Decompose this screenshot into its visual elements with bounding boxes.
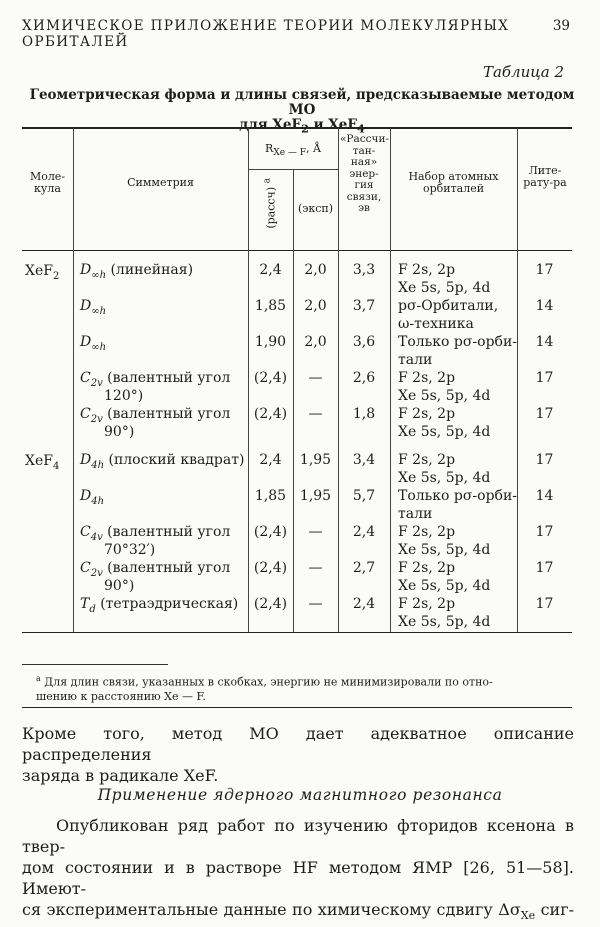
ref-cell: 17 — [535, 560, 554, 576]
symmetry-cell-cont: 90°) — [104, 424, 135, 440]
basis-cell: Только pσ-орби- — [398, 488, 518, 504]
ref-cell: 17 — [535, 370, 554, 386]
ref-cell: 17 — [535, 524, 554, 540]
page-number: 39 — [552, 18, 570, 34]
col-header-molecule: Моле-кула — [29, 170, 66, 195]
calc-length-cell: (2,4) — [253, 560, 288, 576]
basis-cell: F 2s, 2p — [398, 524, 456, 540]
molecule-xef2: XeF$_2$ — [25, 263, 60, 282]
basis-cell-cont: Xe 5s, 5p, 4d — [398, 424, 491, 440]
energy-cell: 2,6 — [352, 370, 376, 386]
running-header-title: ХИМИЧЕСКОЕ ПРИЛОЖЕНИЕ ТЕОРИИ МОЛЕКУЛЯРНЫХ ОРБИТАЛЕЙ — [22, 18, 510, 50]
footnote-line1: $^a$ Для длин связи, указанных в скобках, энергию не минимизировали по отно- — [36, 674, 493, 689]
section-title: Применение ядерного магнитного резонанса — [97, 786, 503, 804]
energy-cell: 3,6 — [352, 334, 376, 350]
col-divider — [73, 128, 74, 632]
exp-length-cell: — — [308, 370, 323, 386]
paragraph-2-line1: Опубликован ряд работ по изучению фторидов ксенона в твер- — [22, 816, 574, 856]
exp-length-cell: 2,0 — [304, 334, 327, 350]
symmetry-cell: $T_d$ (тетраэдрическая) — [80, 596, 239, 615]
basis-cell: F 2s, 2p — [398, 370, 456, 386]
symmetry-cell: $D_{\infty h}$ (линейная) — [80, 262, 194, 281]
symmetry-cell: $D_{4h}$ (плоский квадрат) — [80, 452, 245, 471]
table-bottom-rule — [22, 632, 572, 633]
calc-length-cell: (2,4) — [253, 370, 288, 386]
basis-cell: F 2s, 2p — [398, 560, 456, 576]
footnote-bottom-rule — [22, 707, 572, 708]
table-title-line1: Геометрическая форма и длины связей, предсказываемые методом МО — [29, 87, 575, 118]
basis-cell-cont: Xe 5s, 5p, 4d — [398, 388, 491, 404]
ref-cell: 14 — [535, 298, 554, 314]
basis-cell: Только pσ-орби- — [398, 334, 518, 350]
col-header-symmetry: Симметрия — [127, 176, 194, 189]
footnote — [36, 672, 576, 704]
basis-cell-cont: Xe 5s, 5p, 4d — [398, 542, 491, 558]
calc-length-cell: 2,4 — [259, 262, 282, 278]
symmetry-cell-cont: 120°) — [104, 388, 144, 404]
paragraph-1-line2: заряда в радикале XeF. — [22, 766, 219, 785]
exp-length-cell: 1,95 — [299, 488, 332, 504]
calc-length-cell: (2,4) — [253, 596, 288, 612]
basis-cell-cont: Xe 5s, 5p, 4d — [398, 578, 491, 594]
footnote-rule — [22, 664, 168, 665]
paragraph-1 — [22, 723, 574, 786]
ref-cell: 14 — [535, 488, 554, 504]
exp-length-cell: — — [308, 560, 323, 576]
calc-length-cell: (2,4) — [253, 406, 288, 422]
table-title — [22, 88, 582, 137]
symmetry-cell-cont: 90°) — [104, 578, 135, 594]
energy-cell: 2,4 — [352, 596, 376, 612]
symmetry-cell: $C_{4v}$ (валентный угол — [80, 524, 231, 543]
paragraph-2 — [22, 815, 574, 926]
col-header-energy: «Рассчи-тан-ная» энер-гия связи, эв — [340, 133, 389, 214]
exp-length-cell: 2,0 — [304, 262, 327, 278]
running-header — [22, 18, 570, 50]
energy-cell: 3,4 — [352, 452, 376, 468]
symmetry-cell: $C_{2v}$ (валентный угол — [80, 560, 231, 579]
exp-length-cell: — — [308, 596, 323, 612]
basis-cell: pσ-Орбитали, — [398, 298, 499, 314]
ref-cell: 17 — [535, 596, 554, 612]
calc-length-cell: 2,4 — [259, 452, 282, 468]
molecule-xef4: XeF$_4$ — [25, 453, 60, 472]
col-divider — [390, 128, 391, 632]
symmetry-cell: $C_{2v}$ (валентный угол — [80, 406, 231, 425]
calc-length-cell: 1,85 — [254, 298, 287, 314]
calc-length-cell: 1,85 — [254, 488, 287, 504]
energy-cell: 3,7 — [352, 298, 376, 314]
basis-cell-cont: тали — [398, 352, 433, 368]
basis-cell-cont: Xe 5s, 5p, 4d — [398, 614, 491, 630]
energy-cell: 2,4 — [352, 524, 376, 540]
symmetry-cell: $D_{\infty h}$ — [80, 298, 107, 317]
table-top-rule — [22, 127, 572, 129]
energy-cell: 2,7 — [352, 560, 376, 576]
table-label: Таблица 2 — [482, 63, 564, 81]
symmetry-cell: $C_{2v}$ (валентный угол — [80, 370, 231, 389]
col-header-calc: (рассч) $^a$ — [262, 178, 278, 229]
energy-cell: 1,8 — [352, 406, 376, 422]
exp-length-cell: — — [308, 524, 323, 540]
table-title-line2: для XeF$_2$ и XeF$_4$ — [239, 117, 365, 136]
basis-cell: F 2s, 2p — [398, 406, 456, 422]
paragraph-2-line2: дом состоянии и в растворе HF методом ЯМР [26, 51—58]. Имеют- — [22, 858, 574, 898]
calc-length-cell: 1,90 — [254, 334, 287, 350]
symmetry-cell: $D_{\infty h}$ — [80, 334, 107, 353]
symmetry-cell: $D_{4h}$ — [80, 488, 105, 507]
calc-length-cell: (2,4) — [253, 524, 288, 540]
paragraph-2-line3: ся экспериментальные данные по химическому сдвигу $\Delta\sigma_{Xe}$ сиг- — [22, 900, 575, 923]
col-header-basis: Набор атомных орбиталей — [408, 170, 499, 195]
col-header-exp: (эксп) — [297, 202, 334, 215]
footnote-line2: шению к расстоянию Xe — F. — [36, 689, 206, 703]
col-header-ref: Лите-рату-ра — [523, 164, 567, 189]
basis-cell-cont: Xe 5s, 5p, 4d — [398, 470, 491, 486]
basis-cell: F 2s, 2p — [398, 452, 456, 468]
symmetry-cell-cont: 70°32′) — [104, 542, 156, 558]
ref-cell: 17 — [535, 406, 554, 422]
basis-cell-cont: ω-техника — [398, 316, 474, 332]
exp-length-cell: 2,0 — [304, 298, 327, 314]
basis-cell: F 2s, 2p — [398, 262, 456, 278]
exp-length-cell: 1,95 — [299, 452, 332, 468]
basis-cell-cont: тали — [398, 506, 433, 522]
ref-cell: 14 — [535, 334, 554, 350]
energy-cell: 3,3 — [352, 262, 376, 278]
basis-cell-cont: Xe 5s, 5p, 4d — [398, 280, 491, 296]
ref-cell: 17 — [535, 262, 554, 278]
energy-cell: 5,7 — [352, 488, 376, 504]
table-header-rule — [22, 250, 572, 251]
paragraph-1-line1: Кроме того, метод МО дает адекватное описание распределения — [22, 724, 574, 764]
basis-cell: F 2s, 2p — [398, 596, 456, 612]
col-header-bond-length: $R_{Xe — F}$, Å — [265, 142, 321, 159]
exp-length-cell: — — [308, 406, 323, 422]
ref-cell: 17 — [535, 452, 554, 468]
